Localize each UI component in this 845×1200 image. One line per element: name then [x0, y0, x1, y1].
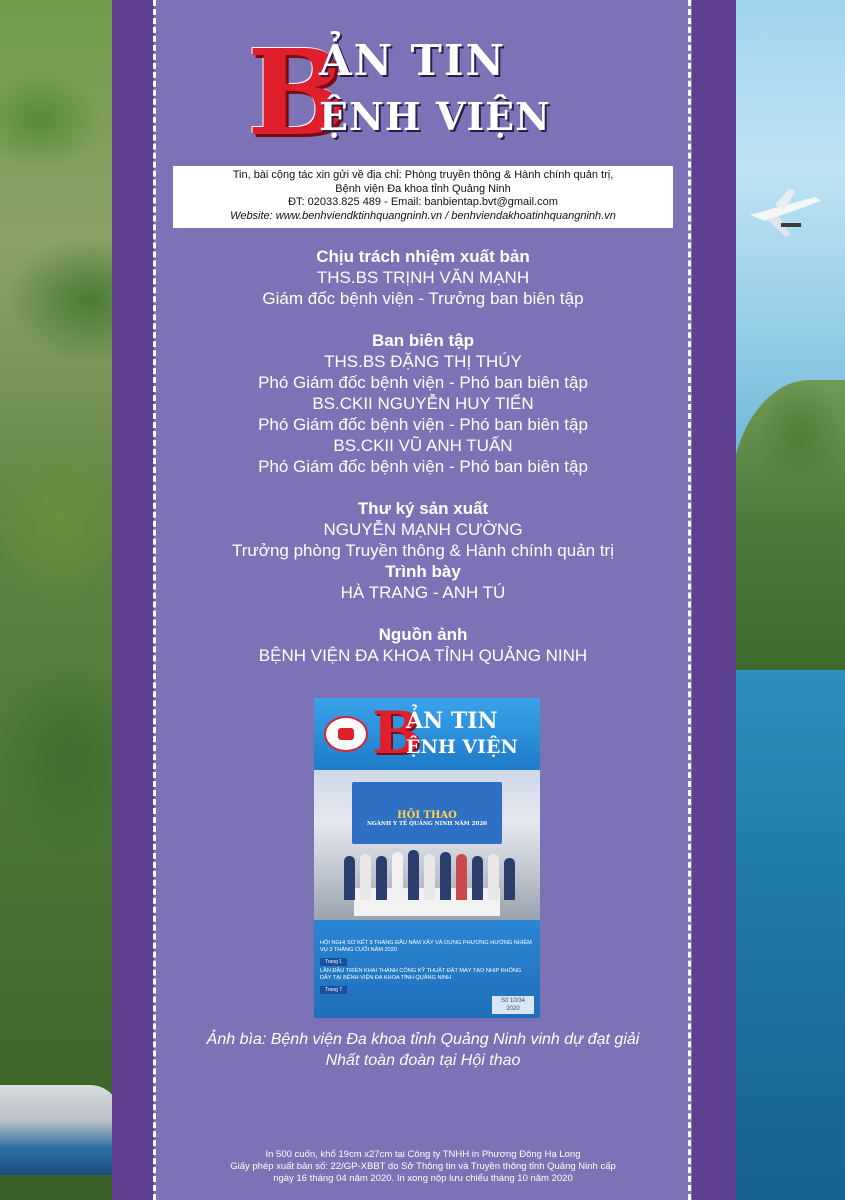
- hospital-logo-icon: [324, 716, 368, 752]
- masthead-logo: [247, 23, 607, 162]
- board-member-role: Phó Giám đốc bệnh viện - Phó ban biên tập: [258, 373, 588, 392]
- caption-line2: Nhất toàn đoàn tại Hội thao: [325, 1052, 521, 1069]
- boat: [0, 1085, 120, 1175]
- publisher-heading: Chịu trách nhiệm xuất bản: [316, 247, 530, 266]
- masthead-line1: ẢN TIN: [319, 36, 506, 85]
- publisher-name: THS.BS TRỊNH VĂN MẠNH: [316, 268, 530, 287]
- print-info-line2: Giấy phép xuất bản số: 22/GP-XBBT do Sở Thông tin và Truyền thông tỉnh Quảng Ninh cấp: [230, 1161, 616, 1172]
- board-member-role: Phó Giám đốc bệnh viện - Phó ban biên tập: [258, 457, 588, 476]
- issue-year: 2020: [506, 1006, 520, 1012]
- photo-source: BỆNH VIỆN ĐA KHOA TỈNH QUẢNG NINH: [258, 646, 588, 665]
- secretary-name: NGUYỄN MẠNH CƯỜNG: [323, 520, 523, 539]
- print-info: [154, 1149, 692, 1185]
- cover-masthead: [314, 698, 540, 770]
- event-banner-title: [352, 810, 502, 827]
- secretary-role: Trưởng phòng Truyền thông & Hành chính quản trị: [232, 541, 614, 560]
- board-member-role: Phó Giám đốc bệnh viện - Phó ban biên tập: [258, 415, 588, 434]
- photo-source-heading: Nguồn ảnh: [378, 625, 468, 644]
- board-member-name: BS.CKII NGUYỄN HUY TIẾN: [312, 394, 534, 413]
- cover-title-line1: ẢN TIN: [406, 708, 498, 734]
- masthead-letter-b: B: [247, 23, 347, 162]
- board-heading: Ban biên tập: [371, 331, 474, 350]
- right-cliff: [730, 380, 845, 670]
- publisher-role: Giám đốc bệnh viện - Trưởng ban biên tập: [262, 289, 584, 308]
- cover-headline-1: HỘI NGHỊ SƠ KẾT 9 THÁNG ĐẦU NĂM XÂY VÀ DỰNG PHƯƠNG HƯỚNG NHIỆM VỤ 3 THÁNG CUỐI NĂM 2020: [320, 940, 532, 953]
- contact-phone-email: ĐT: 02033.825 489 - Email: banbientap.bvt@gmail.com: [288, 196, 558, 208]
- board-member-name: THS.BS ĐẶNG THỊ THÚY: [324, 352, 522, 371]
- cover-headlines: [314, 920, 540, 1018]
- cover-headline-2-page: Trang 7: [320, 986, 347, 994]
- contact-hospital: Bệnh viện Đa khoa tỉnh Quảng Ninh: [335, 182, 511, 195]
- cover-photo: [314, 770, 540, 920]
- issue-badge: [492, 996, 534, 1014]
- layout-heading: Trình bày: [385, 562, 461, 581]
- print-info-line1: In 500 cuốn, khổ 19cm x27cm tại Công ty TNHH in Phương Đông Hạ Long: [265, 1149, 581, 1160]
- cover-headline-1-page: Trang 1: [320, 958, 347, 966]
- award-group: [338, 844, 518, 900]
- caption-line1: Ảnh bìa: Bệnh viện Đa khoa tỉnh Quảng Ninh vinh dự đạt giải: [206, 1031, 640, 1048]
- cover-caption: [154, 1029, 692, 1071]
- cover-thumbnail: [314, 698, 540, 1018]
- print-info-line3: ngày 16 tháng 04 năm 2020. In xong nộp lưu chiểu tháng 10 năm 2020: [273, 1173, 573, 1184]
- credits-section: [154, 246, 692, 666]
- masthead-line2: ỆNH VIỆN: [319, 94, 551, 139]
- cover-headline-2: LẦN ĐẦU TRIỂN KHAI THÀNH CÔNG KỸ THUẬT ĐẶT MÁY TẠO NHỊP KHÔNG DÂY TẠI BỆNH VIỆN ĐA KHOA TỈNH QUẢNG NINH: [320, 968, 522, 981]
- contact-address: Tin, bài cộng tác xin gửi về địa chỉ: Phòng truyền thông & Hành chính quản trị,: [232, 169, 614, 181]
- board-member-name: BS.CKII VŨ ANH TUẤN: [333, 436, 513, 455]
- banner-title-text: HỘI THAO: [397, 810, 457, 821]
- cover-title-line2: ỆNH VIỆN: [406, 736, 518, 758]
- contact-box: [173, 166, 673, 228]
- seaplane-icon: [745, 185, 825, 245]
- banner-subtitle-text: NGÀNH Y TẾ QUẢNG NINH NĂM 2020: [366, 821, 487, 827]
- contact-website: Website: www.benhviendktinhquangninh.vn / benhviendakhoatinhquangninh.vn: [230, 209, 616, 222]
- secretary-heading: Thư ký sản xuất: [357, 499, 489, 518]
- issue-number: Số 10/34: [500, 998, 526, 1004]
- layout-names: HÀ TRANG - ANH TÚ: [340, 583, 506, 602]
- cover-letter-b: B: [372, 699, 422, 767]
